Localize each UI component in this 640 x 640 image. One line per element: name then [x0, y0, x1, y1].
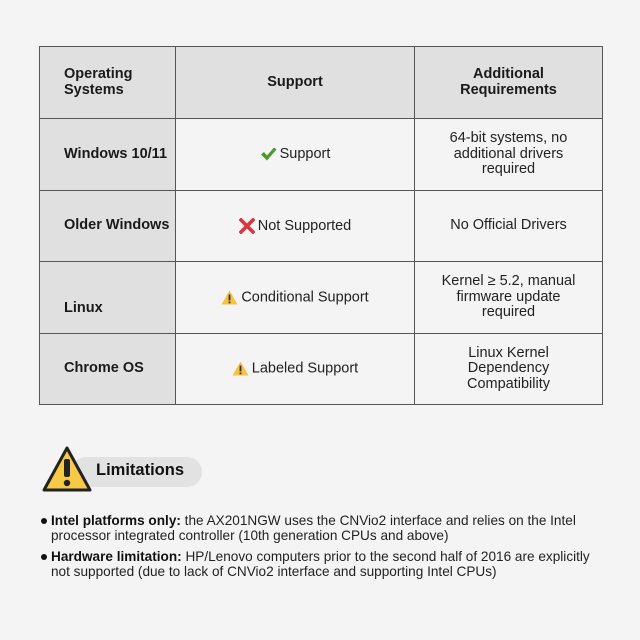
os-cell: Older Windows	[40, 191, 176, 262]
item-label: Intel platforms only:	[51, 513, 181, 528]
header-additional-requirements	[415, 47, 603, 119]
table-row	[40, 119, 603, 191]
table-row	[40, 334, 603, 405]
header-support: Support	[176, 47, 415, 119]
requirements-cell	[415, 119, 603, 191]
support-cell	[176, 262, 415, 334]
item-label: Hardware limitation:	[51, 549, 182, 564]
limitations-heading	[41, 445, 211, 493]
cross-icon	[239, 218, 255, 234]
support-label: Conditional Support	[241, 288, 369, 305]
limitations-list	[40, 513, 610, 585]
bullet-icon	[41, 518, 47, 524]
list-item	[40, 513, 610, 543]
list-item	[40, 549, 610, 579]
support-label: Support	[279, 146, 331, 163]
compatibility-table	[39, 46, 603, 405]
requirements-cell	[415, 191, 603, 262]
support-cell	[176, 191, 415, 262]
support-label: Labeled Support	[251, 360, 359, 377]
os-cell: Windows 10/11	[40, 119, 176, 191]
support-cell	[176, 334, 415, 405]
bullet-icon	[41, 554, 47, 560]
warning-icon	[41, 445, 93, 498]
requirements-cell	[415, 334, 603, 405]
requirements-text: Linux Kernel Dependency Compatibility	[467, 344, 550, 392]
table-row	[40, 262, 603, 334]
support-cell	[176, 119, 415, 191]
requirements-cell	[415, 262, 603, 334]
header-operating-systems: Operating Systems	[40, 47, 176, 119]
warning-icon	[232, 361, 249, 376]
requirements-text: Kernel ≥ 5.2, manual firmware update required	[441, 273, 576, 321]
requirements-text: 64-bit systems, no additional drivers required	[449, 130, 568, 178]
table-row	[40, 191, 603, 262]
table-header-row	[40, 47, 603, 119]
item-text: the AX201NGW uses the CNVio2 interface and relies on the Intel processor integrated controller (10th generation CPUs and above)	[51, 513, 576, 543]
header-additional-requirements-label: Additional Requirements	[460, 66, 557, 98]
item-text: HP/Lenovo computers prior to the second half of 2016 are explicitly not supported (due to lack of CNVio2 interface and supporting Intel CPUs)	[51, 549, 590, 579]
os-cell: Linux	[40, 262, 176, 334]
support-label: Not Supported	[257, 217, 352, 234]
limitations-title: Limitations	[96, 461, 185, 479]
warning-icon	[221, 290, 238, 305]
requirements-text: No Official Drivers	[450, 217, 567, 234]
os-cell: Chrome OS	[40, 334, 176, 405]
check-icon	[260, 146, 277, 162]
